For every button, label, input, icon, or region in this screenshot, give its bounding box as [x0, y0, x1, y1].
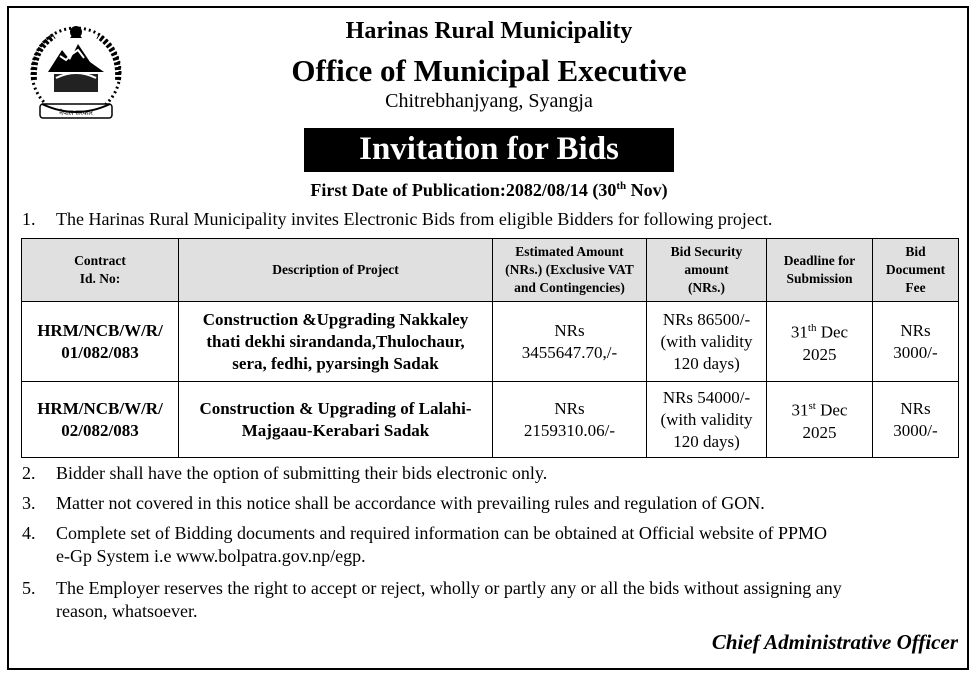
document-fee: NRs 3000/- — [873, 302, 959, 382]
municipality-name: Harinas Rural Municipality — [345, 18, 633, 44]
estimated-amount: NRs 2159310.06/- — [493, 382, 647, 458]
clause-text: Matter not covered in this notice shall be accordance with prevailing rules and regulation of GON. — [56, 493, 765, 513]
clause-text: The Harinas Rural Municipality invites Electronic Bids from eligible Bidders for following project. — [56, 209, 773, 229]
col-header-amount: Estimated Amount (NRs.) (Exclusive VAT and Contingencies) — [493, 239, 647, 302]
clause-text: Bidder shall have the option of submitting their bids electronic only. — [56, 463, 548, 483]
submission-deadline: 31th Dec 2025 — [767, 302, 873, 382]
signatory-title: Chief Administrative Officer — [711, 630, 958, 654]
contract-id: HRM/NCB/W/R/ 01/082/083 — [22, 302, 179, 382]
table-row — [22, 302, 959, 382]
project-description: Construction &Upgrading Nakkaley thati dekhi sirandanda,Thulochaur, sera, fedhi, pyarsingh Sadak — [179, 302, 493, 382]
contract-id: HRM/NCB/W/R/ 02/082/083 — [22, 382, 179, 458]
svg-text:नेपाल सरकार: नेपाल सरकार — [59, 109, 93, 117]
clause-text: Complete set of Bidding documents and required information can be obtained at Official website of PPMO e-Gp System i.e www.bolpatra.gov.np/egp. — [56, 523, 827, 566]
col-header-contract: Contract Id. No: — [22, 239, 179, 302]
col-header-description: Description of Project — [179, 239, 493, 302]
clause-4: 4. Complete set of Bidding documents and required information can be obtained at Official website of PPMO e-Gp System i.e www.bolpatra.gov.np/egp. — [22, 523, 827, 566]
clause-text: The Employer reserves the right to accept or reject, wholly or partly any or all the bids without assigning any reason, whatsoever. — [56, 578, 842, 621]
publication-date: First Date of Publication:2082/08/14 (30th Nov) — [310, 180, 668, 200]
bid-security: NRs 86500/- (with validity 120 days) — [647, 302, 767, 382]
office-location: Chitrebhanjyang, Syangja — [385, 90, 593, 112]
submission-deadline: 31st Dec 2025 — [767, 382, 873, 458]
col-header-fee: Bid Document Fee — [873, 239, 959, 302]
table-header-row — [22, 239, 959, 302]
col-header-deadline: Deadline for Submission — [767, 239, 873, 302]
table-row — [22, 382, 959, 458]
estimated-amount: NRs 3455647.70,/- — [493, 302, 647, 382]
bid-table — [21, 238, 959, 458]
document-fee: NRs 3000/- — [873, 382, 959, 458]
office-title: Office of Municipal Executive — [291, 53, 687, 88]
notice-title-banner: Invitation for Bids — [304, 128, 674, 172]
clause-5: 5. The Employer reserves the right to accept or reject, wholly or partly any or all the bids without assigning any reason, whatsoever. — [22, 578, 842, 621]
bid-security: NRs 54000/- (with validity 120 days) — [647, 382, 767, 458]
project-description: Construction & Upgrading of Lalahi- Majgaau-Kerabari Sadak — [179, 382, 493, 458]
col-header-security: Bid Security amount (NRs.) — [647, 239, 767, 302]
